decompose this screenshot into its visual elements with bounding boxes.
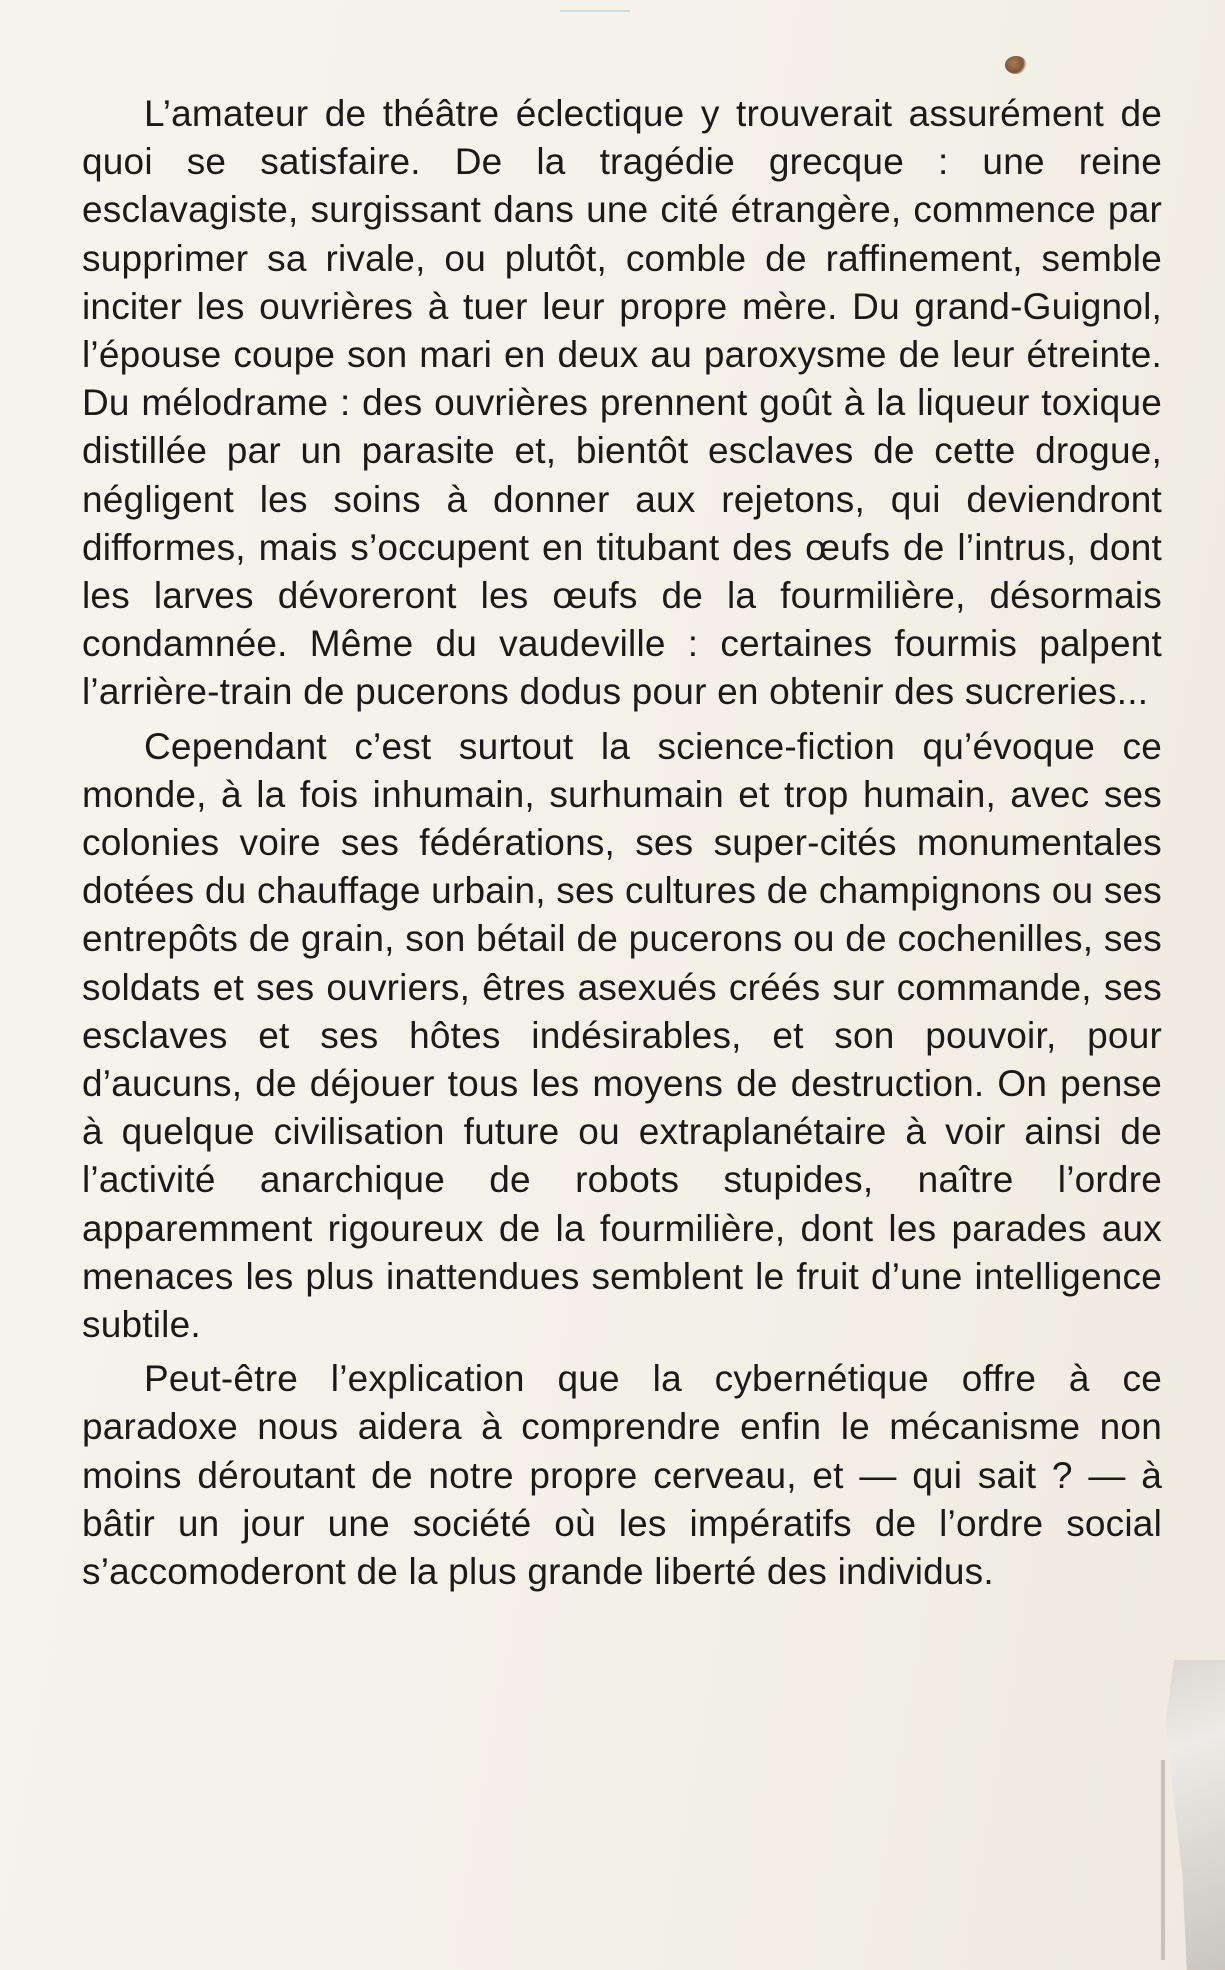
paragraph-science-fiction: Cependant c’est surtout la science-fiction qu’évoque ce monde, à la fois inhumain, surhumain et trop humain, avec ses colonies voire ses fédérations, ses super-cités monumentales dotées du chauffage urbain, ses cultures de champignons ou ses entrepôts de grain, son bétail de pucerons ou de cochenilles, ses soldats et ses ouvriers, êtres asexués créés sur commande, ses esclaves et ses hôtes indésirables, et son pouvoir, pour d’aucuns, de déjouer tous les moyens de destruction. On pense à quelque civilisation future ou extraplanétaire à voir ainsi de l’activité anarchique de robots stupides, naître l’ordre apparemment rigoureux de la fourmilière, dont les parades aux menaces les plus inattendues semblent le fruit d’une intelligence subtile. — [82, 725, 1162, 1346]
torn-corner — [1140, 1660, 1225, 1970]
paragraph-cybernetics: Peut-être l’explication que la cybernétique offre à ce paradoxe nous aidera à comprendre enfin le mécanisme non moins déroutant de notre propre cerveau, et — qui sait ? — à bâtir un jour une société où les impératifs de l’ordre social s’accomoderont de la plus grande liberté des individus. — [82, 1358, 1162, 1593]
text-body — [82, 90, 1162, 1596]
paragraph-theatre: L’amateur de théâtre éclectique y trouverait assurément de quoi se satisfaire. De la tragédie grecque : une reine esclavagiste, surgissant dans une cité étrangère, commence par supprimer sa rivale, ou plutôt, comble de raffinement, semble inciter les ouvrières à tuer leur propre mère. Du grand-Guignol, l’épouse coupe son mari en deux au paroxysme de leur étreinte. Du mélodrame : des ouvrières prennent goût à la liqueur toxique distillée par un parasite et, bientôt esclaves de cette drogue, négligent les soins à donner aux rejetons, qui deviendront difformes, mais s’occupent en titubant des œufs de l’intrus, dont les larves dévoreront les œufs de la fourmilière, désormais condamnée. Même du vaudeville : certaines fourmis palpent l’arrière-train de pucerons dodus pour en obtenir des sucreries... — [82, 93, 1162, 713]
torn-edge-shadow — [1161, 1760, 1165, 1960]
ink-spot — [1005, 56, 1027, 74]
top-edge-mark — [560, 0, 630, 12]
